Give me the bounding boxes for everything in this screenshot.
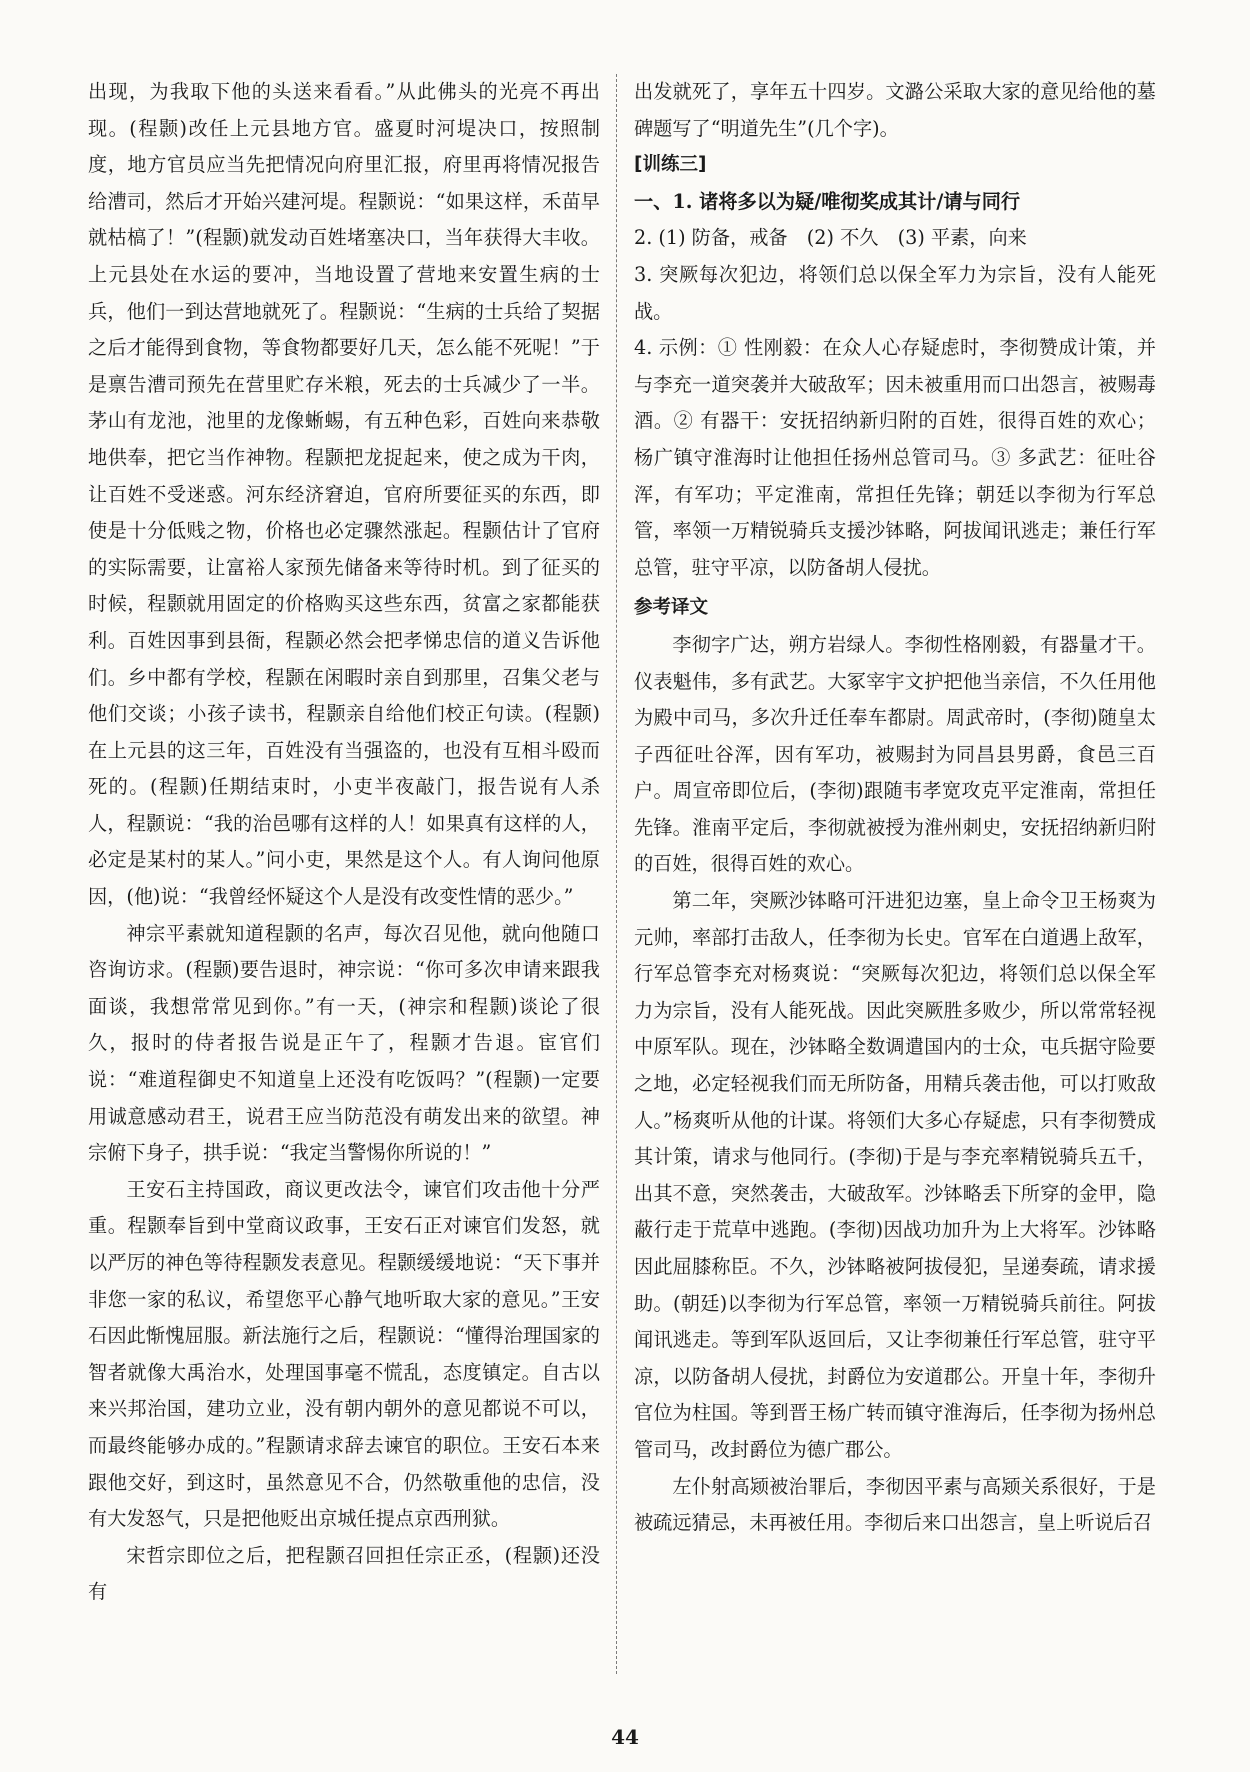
right-column <box>634 74 1156 1542</box>
page-number: 44 <box>611 1725 639 1749</box>
answer-item: 3. 突厥每次犯边，将领们总以保全军力为宗旨，没有人能死战。 <box>634 262 1156 323</box>
translation-title: 参考译文 <box>634 597 709 619</box>
answer-item: 2. (1) 防备，戒备 (2) 不久 (3) 平素，向来 <box>634 226 1027 250</box>
body-paragraph: 出发就死了，享年五十四岁。文潞公采取大家的意见给他的墓碑题写了“明道先生”(几个字)。 <box>634 80 1156 140</box>
answer-item: 一、1. 诸将多以为疑/唯彻奖成其计/请与同行 <box>634 189 1021 213</box>
body-paragraph: 神宗平素就知道程颢的名声，每次召见他，就向他随口咨询访求。(程颢)要告退时，神宗说：“你可多次申请来跟我面谈，我想常常见到你。”有一天，(神宗和程颢)谈论了很久，报时的侍者报告说是正午了，程颢才告退。宦官们说：“难道程御史不知道皇上还没有吃饭吗？”(程颢)一定要用诚意感动君王，说君王应当防范没有萌发出来的欲望。神宗俯下身子，拱手说：“我定当警惕你所说的！” <box>88 921 600 1165</box>
body-paragraph: 王安石主持国政，商议更改法令，谏官们攻击他十分严重。程颢奉旨到中堂商议政事，王安石正对谏官们发怒，就以严厉的神色等待程颢发表意见。程颢缓缓地说：“天下事并非您一家的私议，希望您平心静气地听取大家的意见。”王安石因此惭愧屈服。新法施行之后，程颢说：“懂得治理国家的智者就像大禹治水，处理国事毫不慌乱，态度镇定。自古以来兴邦治国，建功立业，没有朝内朝外的意见都说不可以，而最终能够办成的。”程颢请求辞去谏官的职位。王安石本来跟他交好，到这时，虽然意见不合，仍然敬重他的忠信，没有大发怒气，只是把他贬出京城任提点京西刑狱。 <box>88 1177 600 1531</box>
body-paragraph: 宋哲宗即位之后，把程颢召回担任宗正丞，(程颢)还没有 <box>88 1543 600 1604</box>
body-paragraph: 第二年，突厥沙钵略可汗进犯边塞，皇上命令卫王杨爽为元帅，率部打击敌人，任李彻为长史。官军在白道遇上敌军，行军总管李充对杨爽说：“突厥每次犯边，将领们总以保全军力为宗旨，没有人能死战。因此突厥胜多败少，所以常常轻视中原军队。现在，沙钵略全数调遣国内的士众，屯兵据守险要之地，必定轻视我们而无所防备，用精兵袭击他，可以打败敌人。”杨爽听从他的计谋。将领们大多心存疑虑，只有李彻赞成其计策，请求与他同行。(李彻)于是与李充率精锐骑兵五千，出其不意，突然袭击，大破敌军。沙钵略丢下所穿的金甲，隐蔽行走于荒草中逃跑。(李彻)因战功加升为上大将军。沙钵略因此屈膝称臣。不久，沙钵略被阿拔侵犯，呈递奏疏，请求援助。(朝廷)以李彻为行军总管，率领一万精锐骑兵前往。阿拔闻讯逃走。等到军队返回后，又让李彻兼任行军总管，驻守平凉，以防备胡人侵扰，封爵位为安道郡公。开皇十年，李彻升官位为柱国。等到晋王杨广转而镇守淮海后，任李彻为扬州总管司马，改封爵位为德广郡公。 <box>634 889 1156 1461</box>
left-column <box>88 74 600 1611</box>
column-divider <box>616 74 617 1674</box>
section-label: [训练三] <box>634 154 707 176</box>
body-paragraph: 出现，为我取下他的头送来看看。”从此佛头的光亮不再出现。(程颢)改任上元县地方官。盛夏时河堤决口，按照制度，地方官员应当先把情况向府里汇报，府里再将情况报告给漕司，然后才开始兴建河堤。程颢说：“如果这样，禾苗早就枯槁了！”(程颢)就发动百姓堵塞决口，当年获得大丰收。上元县处在水运的要冲，当地设置了营地来安置生病的士兵，他们一到达营地就死了。程颢说：“生病的士兵给了契据之后才能得到食物，等食物都要好几天，怎么能不死呢！”于是禀告漕司预先在营里贮存米粮，死去的士兵减少了一半。茅山有龙池，池里的龙像蜥蜴，有五种色彩，百姓向来恭敬地供奉，把它当作神物。程颢把龙捉起来，使之成为干肉，让百姓不受迷惑。河东经济窘迫，官府所要征买的东西，即使是十分低贱之物，价格也必定骤然涨起。程颢估计了官府的实际需要，让富裕人家预先储备来等待时机。到了征买的时候，程颢就用固定的价格购买这些东西，贫富之家都能获利。百姓因事到县衙，程颢必然会把孝悌忠信的道义告诉他们。乡中都有学校，程颢在闲暇时亲自到那里，召集父老与他们交谈；小孩子读书，程颢亲自给他们校正句读。(程颢)在上元县的这三年，百姓没有当强盗的，也没有互相斗殴而死的。(程颢)任期结束时，小吏半夜敲门，报告说有人杀人，程颢说：“我的治邑哪有这样的人！如果真有这样的人，必定是某村的某人。”问小吏，果然是这个人。有人询问他原因，(他)说：“我曾经怀疑这个人是没有改变性情的恶少。” <box>88 80 600 909</box>
body-paragraph: 李彻字广达，朔方岩绿人。李彻性格刚毅，有器量才干。仪表魁伟，多有武艺。大冢宰宇文护把他当亲信，不久任用他为殿中司马，多次升迁任奉车都尉。周武帝时，(李彻)随皇太子西征吐谷浑，因有军功，被赐封为同昌县男爵，食邑三百户。周宣帝即位后，(李彻)跟随韦孝宽攻克平定淮南，常担任先锋。淮南平定后，李彻就被授为淮州刺史，安抚招纳新归附的百姓，很得百姓的欢心。 <box>634 632 1156 876</box>
answer-item: 4. 示例：① 性刚毅：在众人心存疑虑时，李彻赞成计策，并与李充一道突袭并大破敌军；因未被重用而口出怨言，被赐毒酒。② 有器干：安抚招纳新归附的百姓，很得百姓的欢心；杨广镇守淮海时让他担任扬州总管司马。③ 多武艺：征吐谷浑，有军功；平定淮南，常担任先锋；朝廷以李彻为行军总管，率领一万精锐骑兵支援沙钵略，阿拔闻讯逃走；兼任行军总管，驻守平凉，以防备胡人侵扰。 <box>634 336 1156 579</box>
body-paragraph: 左仆射高颎被治罪后，李彻因平素与高颎关系很好，于是被疏远猜忌，未再被任用。李彻后来口出怨言，皇上听说后召 <box>634 1474 1156 1535</box>
